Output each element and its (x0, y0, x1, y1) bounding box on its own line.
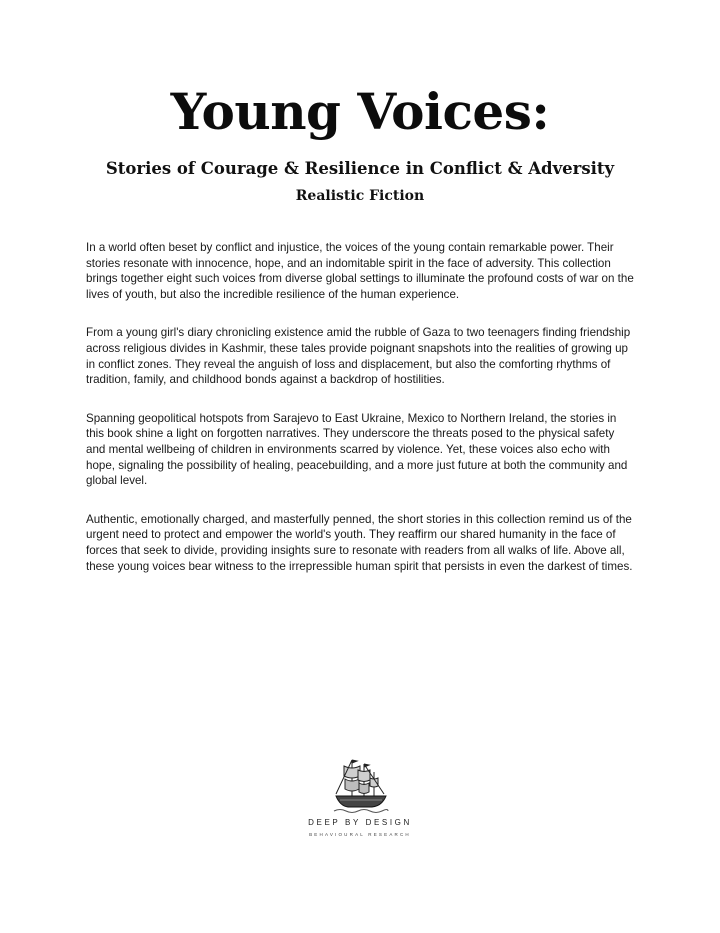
genre-label: Realistic Fiction (295, 188, 425, 204)
paragraph-1: In a world often beset by conflict and injustice, the voices of the young contain remarkable power. Their stories resonate with innocence, hope, and an indomitable spirit in the face of adversity. This collection brings together eight such voices from diverse global settings to illuminate the profound costs of war on the lives of youth, but also the incredible resilience of the human experience. (86, 241, 634, 301)
paragraph-2: From a young girl's diary chronicling existence amid the rubble of Gaza to two teenagers finding friendship across religious divides in Kashmir, these tales provide poignant snapshots into the realities of growing up in conflict zones. They reveal the anguish of loss and displacement, but also the comforting rhythms of tradition, family, and childhood bonds against a backdrop of hostilities. (86, 326, 631, 387)
logo-tagline: BEHAVIOURAL RESEARCH (309, 832, 411, 837)
page-title: Young Voices: (170, 82, 550, 141)
body-text (86, 240, 636, 597)
sailing-ship-icon (330, 756, 390, 814)
paragraph-3: Spanning geopolitical hotspots from Sarajevo to East Ukraine, Mexico to Northern Ireland, the stories in this book shine a light on forgotten narratives. They underscore the threats posed to the physical safety and mental wellbeing of children in environments scarred by violence. Yet, these voices also echo with hope, signaling the possibility of healing, peacebuilding, and a more just future at both the community and global level. (86, 411, 628, 488)
paragraph-4: Authentic, emotionally charged, and masterfully penned, the short stories in this collection remind us of the urgent need to protect and empower the world's youth. They reaffirm our shared humanity in the face of forces that seek to divide, providing insights sure to resonate with readers from all walks of life. Above all, these young voices bear witness to the irrepressible human spirit that persists in even the darkest of times. (86, 512, 633, 573)
publisher-logo (300, 756, 420, 856)
page-subtitle: Stories of Courage & Resilience in Conflict & Adversity (105, 159, 615, 178)
logo-name: DEEP BY DESIGN (308, 818, 412, 827)
